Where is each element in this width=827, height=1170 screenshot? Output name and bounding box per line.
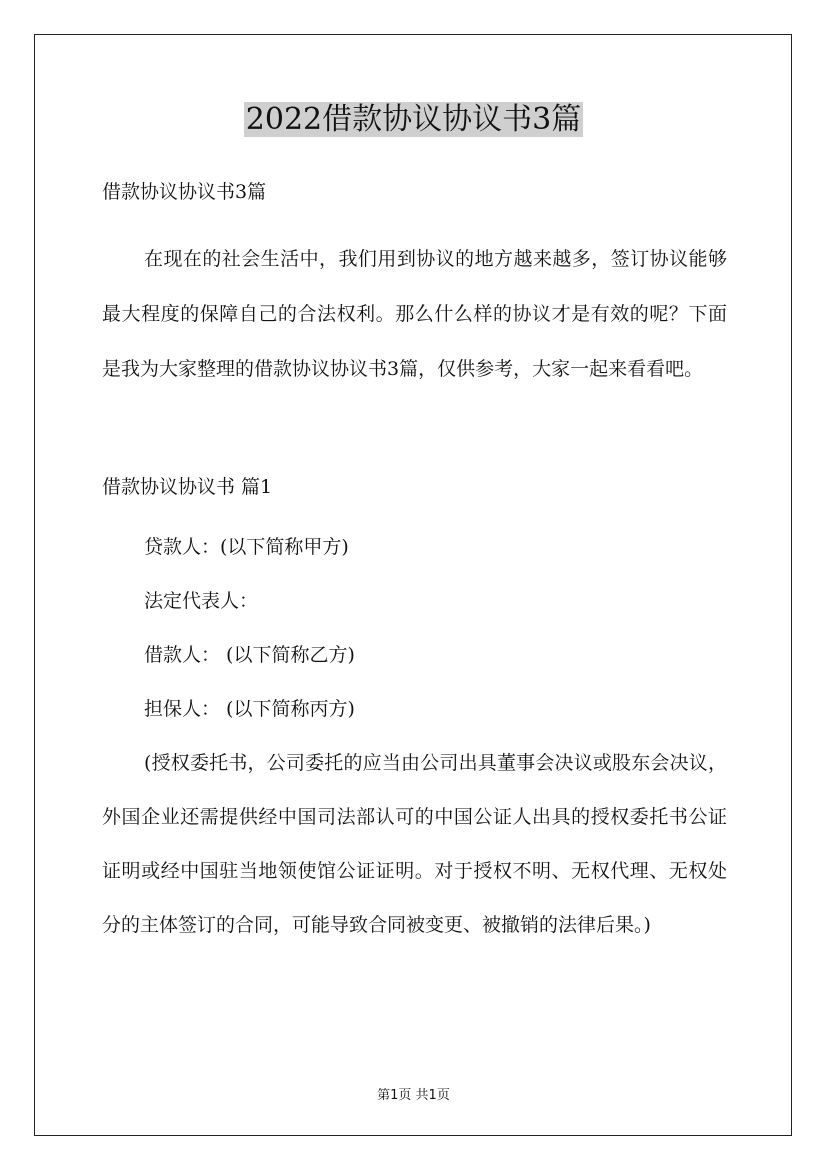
legal-representative-field: 法定代表人： (144, 590, 259, 612)
intro-paragraph: 在现在的社会生活中，我们用到协议的地方越来越多，签订协议能够最大程度的保障自己的合法权利。那么什么样的协议才是有效的呢？下面是我为大家整理的借款协议协议书3篇，仅供参考，大家一起来看看吧。 (102, 248, 727, 380)
borrower-field: 借款人： (以下简称乙方) (144, 644, 355, 666)
document-subtitle: 借款协议协议书3篇 (102, 181, 267, 203)
lender-field: 贷款人：(以下简称甲方) (144, 536, 349, 558)
section-title: 借款协议协议书 篇1 (102, 476, 273, 498)
document-title (0, 100, 827, 140)
document-body (102, 172, 727, 952)
guarantor-field: 担保人： (以下简称丙方) (144, 698, 355, 720)
page-number-footer: 第1页 共1页 (377, 1088, 450, 1103)
authorization-note-paragraph: (授权委托书，公司委托的应当由公司出具董事会决议或股东会决议，外国企业还需提供经中国司法部认可的中国公证人出具的授权委托书公证证明或经中国驻当地领使馆公证证明。对于授权不明、无权代理、无权处分的主体签订的合同，可能导致合同被变更、被撤销的法律后果。) (102, 752, 727, 936)
document-title-text: 2022借款协议协议书3篇 (245, 102, 582, 137)
